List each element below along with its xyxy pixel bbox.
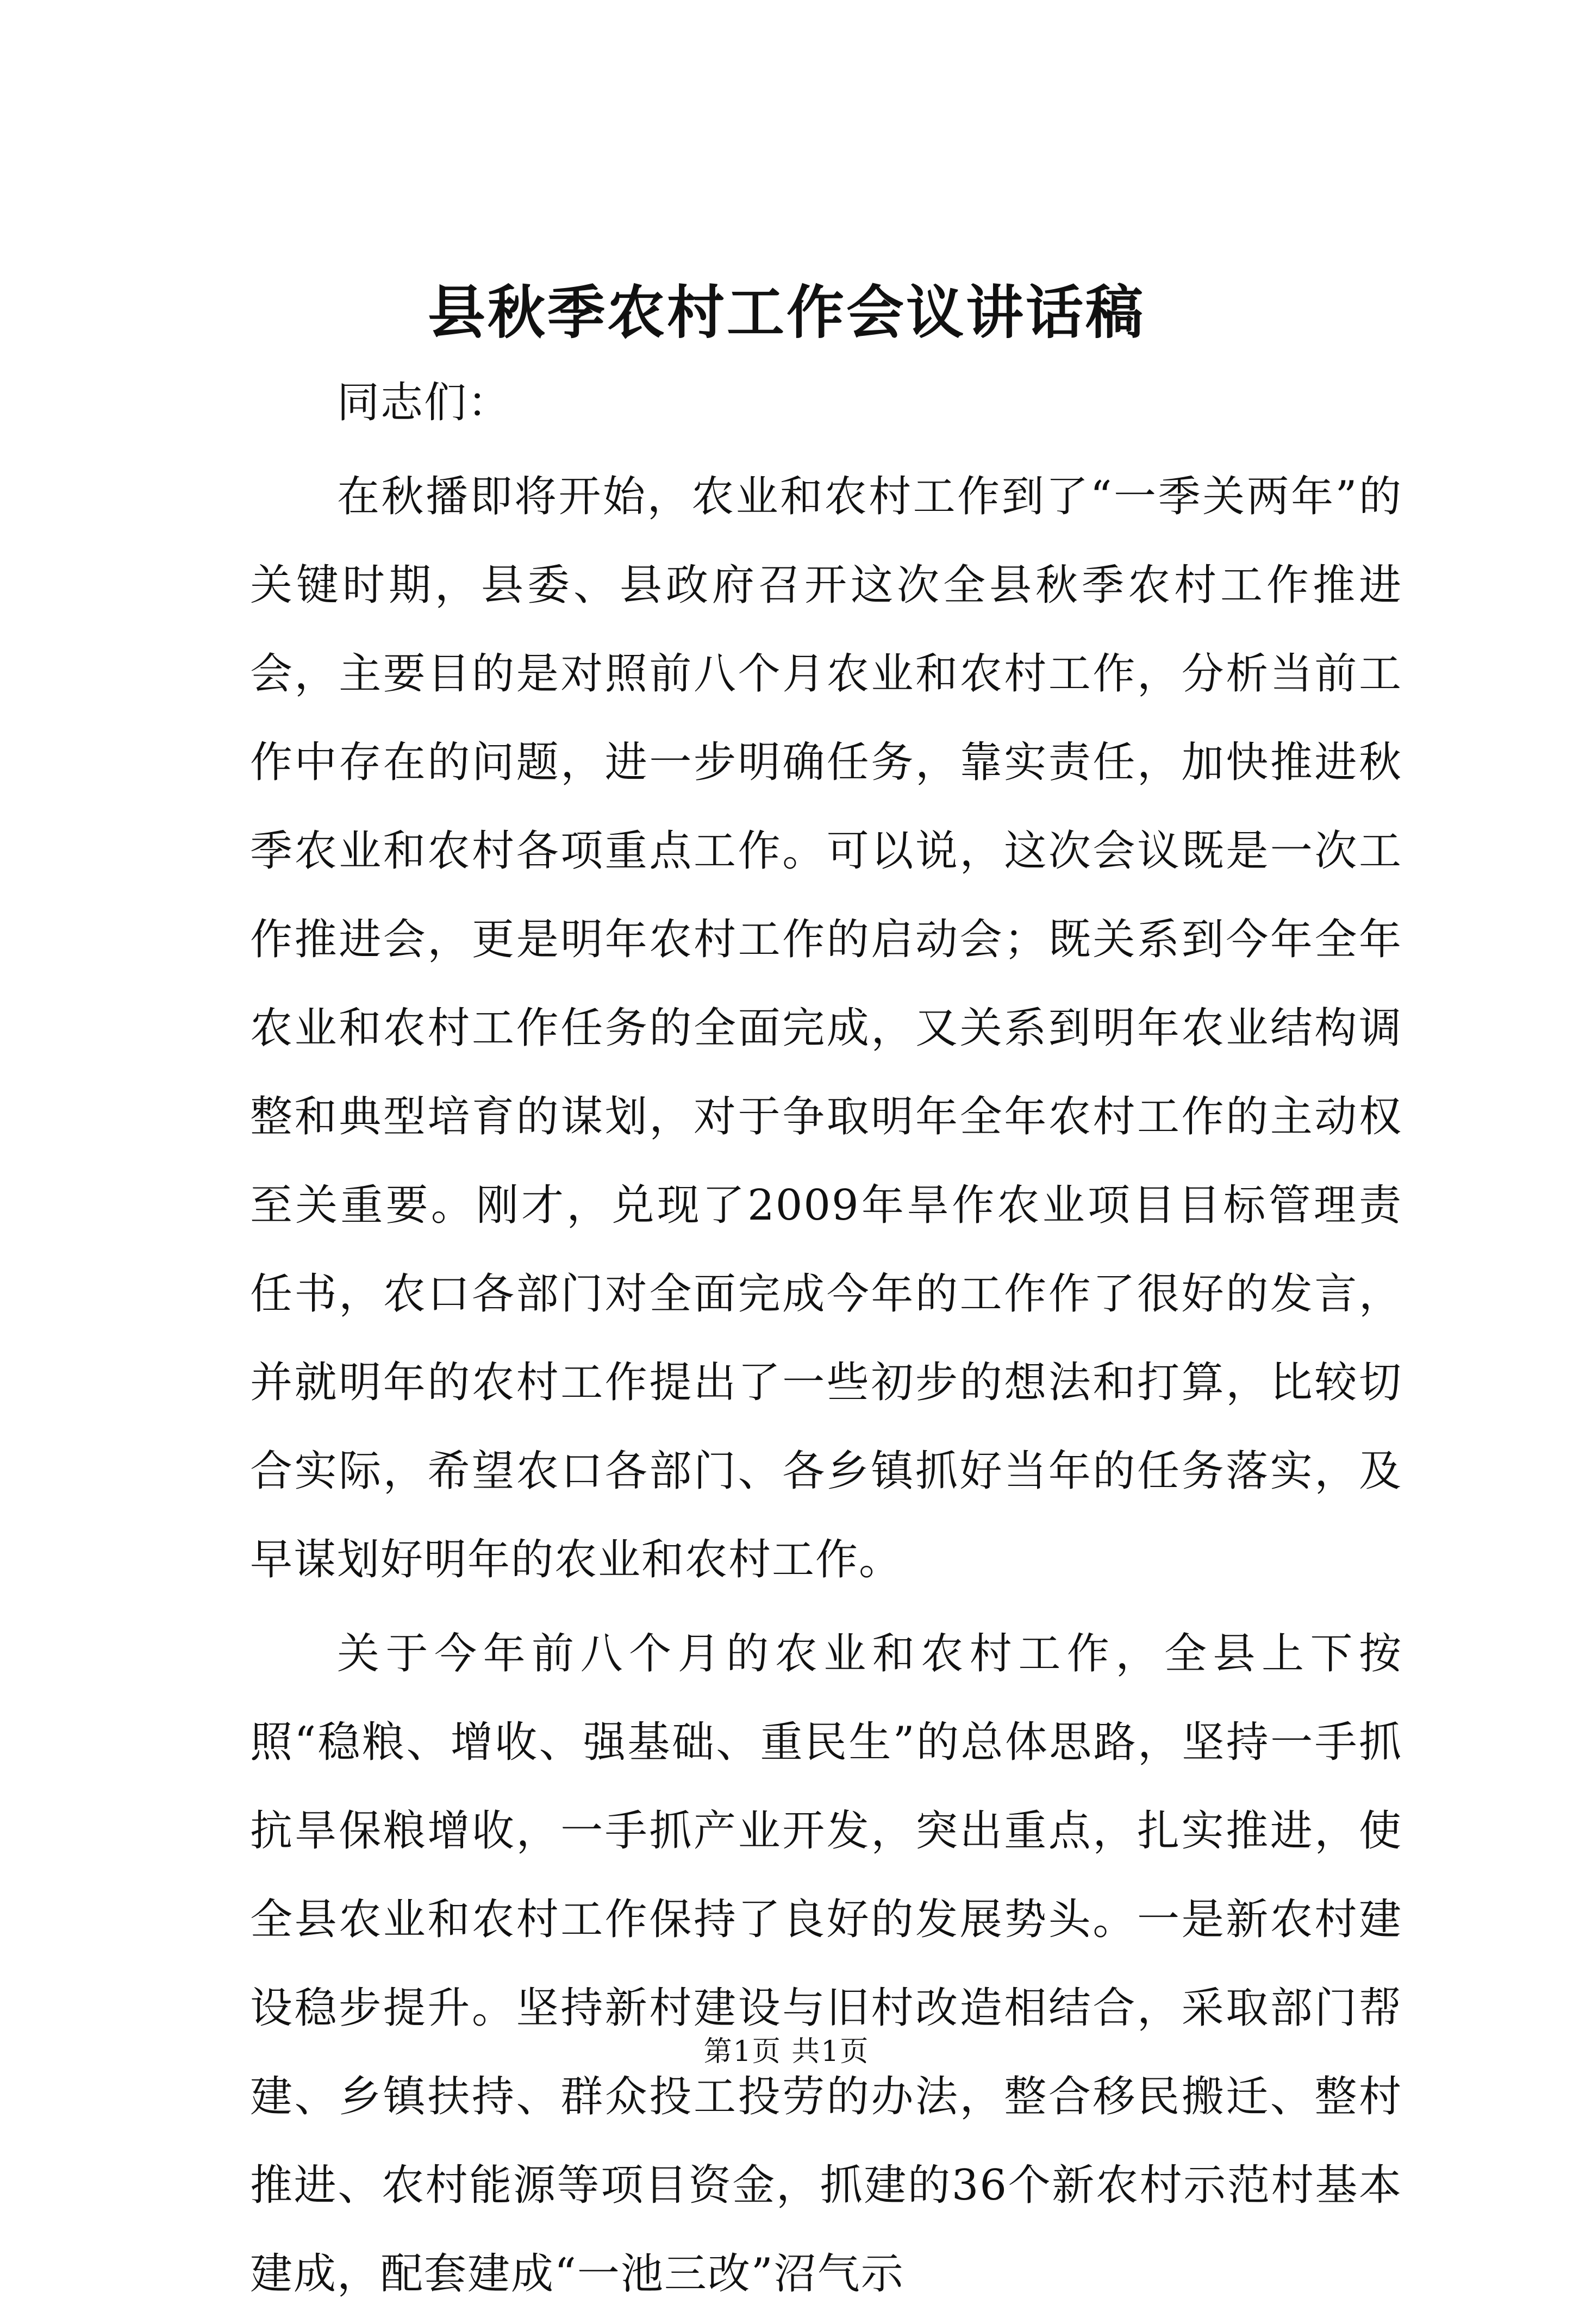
paragraph-2: 关于今年前八个月的农业和农村工作，全县上下按照“稳粮、增收、强基础、重民生”的总体思路，坚持一手抓抗旱保粮增收，一手抓产业开发，突出重点，扎实推进，使全县农业和农村工作保持了良好的发展势头。一是新农村建设稳步提升。坚持新村建设与旧村改造相结合，采取部门帮建、乡镇扶持、群众投工投劳的办法，整合移民搬迁、整村推进、农村能源等项目资金，抓建的36个新农村示范村基本建成，配套建成“一池三改”沼气示: [250, 1629, 1402, 2298]
document-body: [250, 359, 1402, 2324]
page-footer: 第1页 共1页: [703, 2035, 870, 2068]
document-title: 县秋季农村工作会议讲话稿: [428, 278, 1145, 346]
paragraph-1: 在秋播即将开始，农业和农村工作到了“一季关两年”的关键时期，县委、县政府召开这次全县秋季农村工作推进会，主要目的是对照前八个月农业和农村工作，分析当前工作中存在的问题，进一步明确任务，靠实责任，加快推进秋季农业和农村各项重点工作。可以说，这次会议既是一次工作推进会，更是明年农村工作的启动会；既关系到今年全年农业和农村工作任务的全面完成，又关系到明年农业结构调整和典型培育的谋划，对于争取明年全年农村工作的主动权至关重要。刚才，兑现了2009年旱作农业项目目标管理责任书，农口各部门对全面完成今年的工作作了很好的发言，并就明年的农村工作提出了一些初步的想法和打算，比较切合实际，希望农口各部门、各乡镇抓好当年的任务落实，及早谋划好明年的农业和农村工作。: [250, 472, 1402, 1584]
salutation: 同志们：: [337, 378, 511, 427]
